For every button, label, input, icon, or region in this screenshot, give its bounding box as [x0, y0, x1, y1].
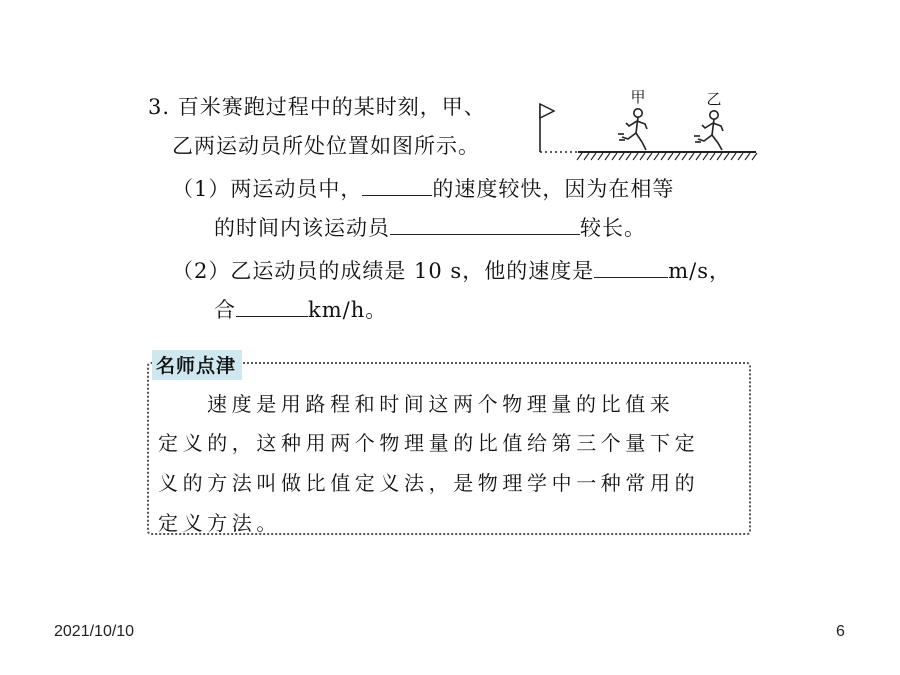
part1-a-prefix: （1）两运动员中，: [172, 177, 363, 201]
part2-b-prefix: 合: [214, 298, 236, 322]
part2-line-b: [214, 294, 387, 324]
track-ground: [577, 152, 757, 160]
tip-line-4: 定义方法。: [158, 511, 281, 535]
part2-a-prefix: （2）乙运动员的成绩是 10 s，他的速度是: [172, 259, 595, 283]
question-line-1: 3. 百米赛跑过程中的某时刻，甲、: [148, 95, 486, 119]
part2-a-suffix: m/s，: [668, 259, 731, 283]
tip-line-3: 义的方法叫做比值定义法，是物理学中一种常用的: [158, 471, 700, 495]
part1-line-a: [172, 173, 674, 203]
tip-title: 名师点津: [152, 350, 242, 380]
part1-line-b: [214, 212, 646, 242]
page-number: 6: [836, 623, 845, 640]
part1-a-suffix: 的速度较快，因为在相等: [432, 177, 675, 201]
part2-b-suffix: km/h。: [308, 298, 388, 322]
runner-jia-icon: [618, 109, 647, 150]
flag-icon: [540, 104, 554, 152]
tip-line-1: 速度是用路程和时间这两个物理量的比值来: [207, 392, 675, 416]
footer-date: 2021/10/10: [54, 623, 135, 640]
answer-blank-2[interactable]: [390, 214, 580, 235]
race-figure: [534, 84, 760, 166]
part2-line-a: [172, 255, 731, 285]
question-line-2: 乙两运动员所处位置如图所示。: [172, 134, 480, 158]
runner-yi-icon: [694, 111, 723, 150]
answer-blank-3[interactable]: [594, 257, 668, 278]
answer-blank-1[interactable]: [362, 175, 432, 196]
runner-jia-label: 甲: [630, 88, 646, 106]
runner-yi-label: 乙: [706, 90, 722, 108]
answer-blank-4[interactable]: [236, 296, 308, 317]
tip-line-2: 定义的，这种用两个物理量的比值给第三个量下定: [158, 431, 700, 455]
part1-b-suffix: 较长。: [580, 216, 646, 240]
part1-b-prefix: 的时间内该运动员: [214, 216, 390, 240]
